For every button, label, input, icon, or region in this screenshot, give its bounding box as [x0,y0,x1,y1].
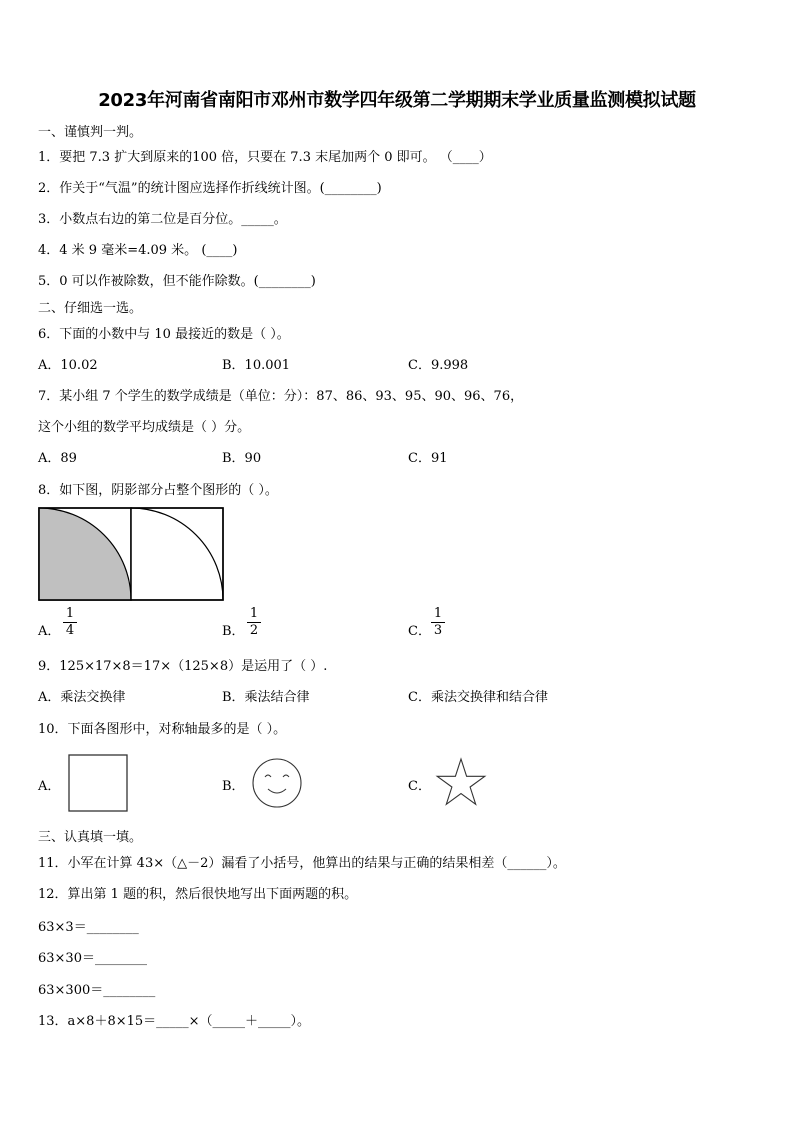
q6-option-c: C．9.998 [408,358,469,373]
q8-option-c-fraction [431,607,445,638]
section-heading-1: 一、谨慎判一判。 [38,125,143,140]
q8-option-b-denominator: 2 [249,623,259,638]
q10-option-a-label: A． [38,779,61,794]
question-11: 11．小军在计算 43×（△－2）漏看了小括号，他算出的结果与正确的结果相差（______）。 [38,856,566,871]
section-heading-2: 二、仔细选一选。 [38,301,143,316]
q9-option-a: A．乘法交换律 [38,690,126,705]
q8-option-c-numerator: 1 [433,606,443,621]
q8-option-a-denominator: 4 [65,623,75,638]
question-9: 9．125×17×8＝17×（125×8）是运用了（ ）. [38,659,328,674]
q12-line-2: 63×30＝________ [38,951,147,966]
section-heading-3: 三、认真填一填。 [38,830,143,845]
question-4: 4．4 米 9 毫米=4.09 米。 (____) [38,243,238,258]
q7-option-c: C．91 [408,451,448,466]
question-13: 13．a×8＋8×15＝_____×（_____＋_____）。 [38,1014,311,1029]
q7-option-b: B．90 [222,451,262,466]
question-3: 3．小数点右边的第二位是百分位。_____。 [38,212,287,227]
q10-option-c-label: C． [408,779,431,794]
q8-option-b-numerator: 1 [249,606,259,621]
question-5: 5．0 可以作被除数，但不能作除数。(________) [38,274,316,289]
q6-option-b: B．10.001 [222,358,291,373]
question-8: 8．如下图，阴影部分占整个图形的（ ）。 [38,483,278,498]
question-7-line1: 7．某小组 7 个学生的数学成绩是（单位：分）：87、86、93、95、90、96、76， [38,389,524,404]
q12-line-1: 63×3＝________ [38,920,139,935]
q8-option-b-fraction [247,607,261,638]
exam-title: 2023年河南省南阳市邓州市数学四年级第二学期期末学业质量监测模拟试题 [98,90,696,111]
square-icon [66,752,130,814]
q6-option-a: A．10.02 [38,358,98,373]
question-10: 10．下面各图形中，对称轴最多的是（ ）。 [38,722,287,737]
question-12: 12．算出第 1 题的积，然后很快地写出下面两题的积。 [38,887,358,902]
q7-option-a: A．89 [38,451,77,466]
q8-option-a-numerator: 1 [65,606,75,621]
q8-option-b-label: B． [222,624,245,639]
q8-option-a-label: A． [38,624,61,639]
question-7-line2: 这个小组的数学平均成绩是（ ）分。 [38,420,251,435]
q12-line-3: 63×300＝________ [38,983,156,998]
q8-quarter-circle-figure [38,507,226,601]
question-2: 2．作关于“气温”的统计图应选择作折线统计图。(________) [38,181,382,196]
q9-option-c: C．乘法交换律和结合律 [408,690,548,705]
question-6: 6．下面的小数中与 10 最接近的数是（ ）。 [38,327,290,342]
q10-option-b-label: B． [222,779,245,794]
q8-option-c-denominator: 3 [433,623,443,638]
smiley-face-icon [250,756,304,810]
q8-option-c-label: C． [408,624,431,639]
q9-option-b: B．乘法结合律 [222,690,310,705]
question-1: 1．要把 7.3 扩大到原来的100 倍，只要在 7.3 末尾加两个 0 即可。 （____） [38,150,492,165]
star-icon [434,756,488,810]
q8-option-a-fraction [63,607,77,638]
